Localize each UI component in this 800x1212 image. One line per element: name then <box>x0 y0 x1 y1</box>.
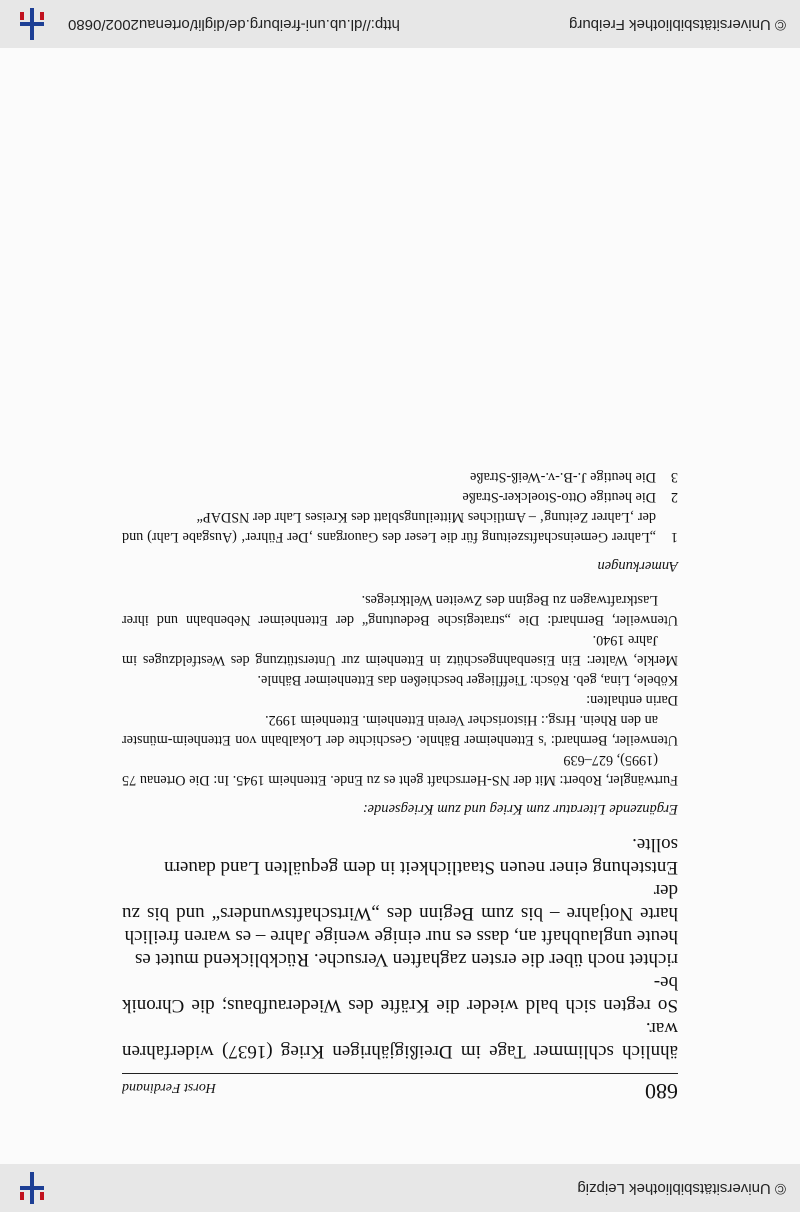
page-number: 680 <box>645 1079 678 1104</box>
literature-entry: Furtwängler, Robert: Mit der NS-Herrschaft geht es zu Ende. Ettenheim 1945. In: Die Ortenau 75 (1995), 627–639 <box>122 752 678 788</box>
page-header <box>122 1078 678 1104</box>
body-line: richtet noch über die ersten zaghaften Versuche. Rückblickend mutet es <box>134 949 678 970</box>
literature-entry: Köbele, Lina, geb. Rösch: Tiefflieger beschießen das Ettenheimer Bähnle. <box>257 672 678 688</box>
note-number: 2 <box>670 489 678 505</box>
body-line: Entstehung einer neuen Staatlichkeit in dem gequälten Land dauern sollte. <box>164 834 678 878</box>
note-text: „Lahrer Gemeinschaftszeitung für die Leser des Gauorgans ‚Der Führer‘ (Ausgabe Lahr) und der ‚Lahrer Zeitung‘ – Amtliches Mitteilungsblatt des Kreises Lahr der NSDAP“ <box>122 509 656 545</box>
running-head: Horst Ferdinand <box>122 1080 216 1095</box>
literature-entry: Darin enthalten: <box>586 692 678 708</box>
note-text: Die heutige J.-B.-v.-Weiß-Straße <box>470 469 656 485</box>
leipzig-copyright: © Universitätsbibliothek Leipzig <box>577 1180 786 1197</box>
note-item <box>122 487 678 507</box>
notes-heading: Anmerkungen <box>597 558 678 574</box>
literature-entry: Utenweiler, Bernhard: 's Ettenheimer Bähnle. Geschichte der Lokalbahn von Ettenheim-münster an den Rhein. Hrsg.: Historischer Verein Ettenheim. Ettenheim 1992. <box>122 712 678 748</box>
body-text <box>122 833 678 1063</box>
body-line: harte Notjahre – bis zum Beginn des „Wirtschaftswunders“ und bis zu der <box>122 880 678 924</box>
body-line: So regten sich bald wieder die Kräfte des Wiederaufbaus; die Chronik be- <box>122 972 678 1016</box>
freiburg-copyright: © Universitätsbibliothek Freiburg <box>569 16 786 33</box>
header-rule <box>122 1073 678 1074</box>
literature-entry: Utenweiler, Bernhard: Die „strategische Bedeutung“ der Ettenheimer Nebenbahn und ihrer Lastkraftwagen zu Beginn des Zweiten Weltkrieges. <box>122 592 678 628</box>
note-number: 3 <box>670 469 678 485</box>
source-bar <box>0 0 800 48</box>
note-item <box>122 507 678 547</box>
library-logo-icon <box>14 1172 50 1204</box>
page-content <box>122 467 678 1104</box>
document-page <box>0 48 800 1164</box>
note-text: Die heutige Otto-Stoelcker-Straße <box>462 489 656 505</box>
footer-bar-upright-top <box>0 1164 800 1212</box>
library-logo-icon <box>14 8 50 40</box>
literature-heading: Ergänzende Literatur zum Krieg und zum Kriegsende: <box>362 801 678 817</box>
body-line: ähnlich schlimmer Tage im Dreißigjährigen Krieg (1637) widerfahren war. <box>122 1018 678 1062</box>
source-url-link[interactable]: http://dl.ub.uni-freiburg.de/diglit/ortenau2002/0680 <box>68 16 400 33</box>
literature-entry: Merkle, Walter: Ein Eisenbahngeschütz in Ettenheim zur Unterstützung des Westfeldzuges im Jahre 1940. <box>122 632 678 668</box>
note-item <box>122 467 678 487</box>
body-line: heute unglaubhaft an, dass es nur einige wenige Jahre – es waren freilich <box>124 926 678 947</box>
note-number: 1 <box>670 529 678 545</box>
